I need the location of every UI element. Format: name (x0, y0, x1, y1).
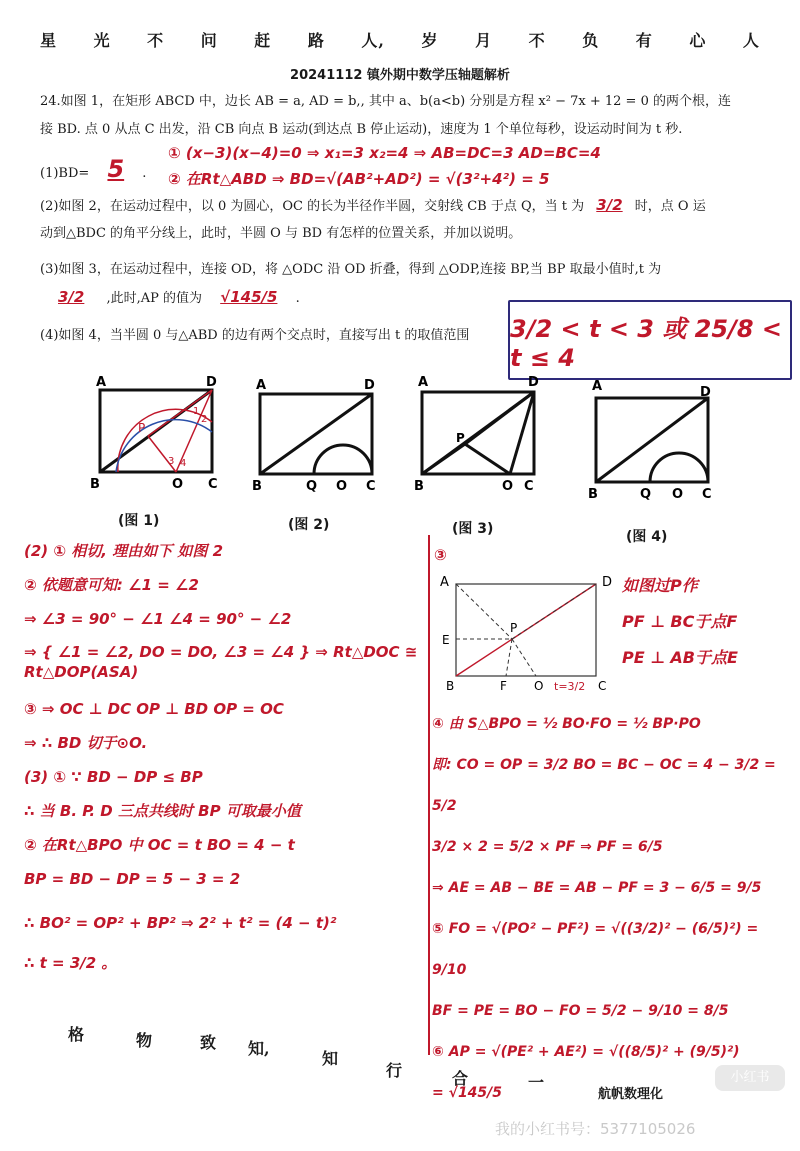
q1-work-2: ② 在Rt△ABD ⇒ BD=√(AB²+AD²) = √(3²+4²) = 5 (168, 170, 550, 188)
q1-tail: . (142, 166, 147, 181)
solution-line: ② 在Rt△BPO 中 OC = t BO = 4 − t (24, 836, 295, 854)
question-3-line-1: (3)如图 3，在运动过程中，连接 OD，将 △ODC 沿 OD 折叠，得到 △ODP,连接 BP,当 BP 取最小值时,t 为 (40, 262, 662, 277)
motto-char: 不 (147, 31, 165, 50)
motto-char: 问 (200, 31, 218, 50)
question-2-line-2: 动到△BDC 的角平分线上，此时，半圆 O 与 BD 有怎样的位置关系，并加以说明。 (40, 226, 522, 241)
solution-line: ③ ⇒ OC ⊥ DC OP ⊥ BD OP = OC (24, 700, 284, 718)
figure-2-caption: (图 2) (288, 517, 330, 533)
fig1-label-a: A (96, 375, 107, 390)
figure-4-caption: (图 4) (626, 529, 668, 545)
sol-fig-label-c: C (598, 679, 607, 693)
fig2-label-d: D (364, 378, 375, 393)
fig4-label-o: O (672, 487, 684, 502)
footer-motto-char: 行 (386, 1061, 403, 1080)
fig4-label-c: C (702, 487, 712, 502)
fig2-label-c: C (366, 479, 376, 492)
solution-line: BP = BD − DP = 5 − 3 = 2 (24, 870, 241, 888)
motto-char: 人 (742, 31, 760, 50)
solution-line: ⑤ FO = √(PO² − PF²) = √((3/2)² − (6/5)²) = 9/10 (432, 921, 759, 978)
problem-intro-1: 24.如图 1，在矩形 ABCD 中，边长 AB = a, AD = b,, 其中 a、b(a<b) 分别是方程 x² − 7x + 12 = 0 的两个根，连 (40, 94, 731, 109)
footer-motto-char: 知 (322, 1049, 339, 1068)
sol-fig-label-e: E (442, 633, 450, 647)
footer-motto-char: 格 (68, 1025, 85, 1044)
fig1-label-c: C (208, 477, 218, 492)
q4-answer: 3/2 < t < 3 或 25/8 < t ≤ 4 (510, 314, 783, 372)
solution-right (432, 704, 792, 1114)
solution-line: ∴ t = 3/2 。 (24, 954, 117, 972)
fig1-label-b: B (90, 477, 100, 492)
q2-text-a: (2)如图 2，在运动过程中，以 0 为圆心，OC 的长为半径作半圆，交射线 CB 于点 Q，当 t 为 (40, 199, 585, 214)
fig1-angle-3: 3 (168, 456, 175, 467)
question-2-line-1 (40, 192, 770, 220)
footer-motto-char: 致 (200, 1033, 217, 1052)
motto-char: 星 (40, 31, 58, 50)
fig3-label-b: B (414, 479, 424, 492)
fig4-label-b: B (588, 487, 598, 502)
motto-char: 月 (475, 31, 493, 50)
fig1-label-o: O (172, 477, 184, 492)
solution-line: ② 依题意可知: ∠1 = ∠2 (24, 576, 199, 594)
solution-line: ⑥ AP = √(PE² + AE²) = √((8/5)² + (9/5)²) (432, 1044, 740, 1060)
motto-char: 赶 (254, 31, 272, 50)
solution-line: (2) ① 相切, 理由如下 如图 2 (24, 542, 224, 560)
motto-char: 心 (689, 31, 707, 50)
fig3-label-d: D (528, 375, 539, 390)
fig2-label-o: O (336, 479, 348, 492)
watermark-badge: 小红书 (715, 1065, 785, 1091)
fig1-label-d: D (206, 375, 217, 390)
fig3-label-a: A (418, 375, 429, 390)
q3-tail: . (295, 291, 300, 306)
brand-name: 航帆数理化 (598, 1087, 664, 1102)
q1-answer: 5 (107, 155, 125, 183)
motto-char: 负 (582, 31, 600, 50)
figure-3 (410, 372, 545, 492)
motto-char: 不 (528, 31, 546, 50)
q3-t-answer: 3/2 (58, 288, 85, 306)
fig4-label-q: Q (640, 487, 652, 502)
page-title: 20241112 镇外期中数学压轴题解析 (290, 68, 510, 83)
fig3-label-o: O (502, 479, 514, 492)
figure-4 (584, 372, 719, 502)
solution-line: ④ 由 S△BPO = ½ BO·FO = ½ BP·PO (432, 716, 701, 732)
sol-fig-label-b: B (446, 679, 455, 693)
solution-line: 即: CO = OP = 3/2 BO = BC − OC = 4 − 3/2 = 5/2 (432, 757, 776, 814)
figure-2 (248, 372, 383, 492)
q1-work-1: ① (x−3)(x−4)=0 ⇒ x₁=3 x₂=4 ⇒ AB=DC=3 AD=BC=4 (168, 144, 601, 162)
sol-fig-label-d: D (602, 575, 613, 590)
sol-fig-label-a: A (440, 575, 449, 590)
q3-text-mid: ,此时,AP 的值为 (106, 291, 203, 306)
motto-char: 有 (635, 31, 653, 50)
motto-top (40, 28, 760, 51)
fig4-label-a: A (592, 379, 603, 394)
solution-line: BF = PE = BO − FO = 5/2 − 9/10 = 8/5 (432, 1003, 729, 1019)
part3-marker: ③ (434, 546, 447, 564)
solution-line: ⇒ AE = AB − BE = AB − PF = 3 − 6/5 = 9/5 (432, 880, 762, 896)
footer-motto-char: 知, (248, 1039, 270, 1058)
solution-note (622, 568, 738, 676)
solution-note-line: PF ⊥ BC于点F (622, 612, 738, 631)
q2-text-b: 时，点 O 运 (634, 199, 706, 214)
footer-motto-char: 物 (136, 1031, 153, 1050)
footer-motto-char: 合 (452, 1069, 469, 1088)
motto-char: 岁 (421, 31, 439, 50)
fig2-label-a: A (256, 378, 267, 393)
fig1-angle-1: 1 (193, 406, 200, 417)
sol-fig-label-t: t=3/2 (554, 680, 586, 693)
solution-note-line: 如图过P作 (622, 576, 698, 595)
fig3-label-p: P (456, 431, 465, 445)
fig3-label-c: C (524, 479, 534, 492)
sol-fig-label-o: O (534, 679, 544, 693)
problem-intro-2: 接 BD. 点 0 从点 C 出发，沿 CB 向点 B 运动(到达点 B 停止运动)，速度为 1 个单位每秒，设运动时间为 t 秒. (40, 122, 683, 137)
q3-ap-answer: √145/5 (220, 288, 278, 306)
figure-3-caption: (图 3) (452, 521, 494, 537)
figure-1 (88, 372, 228, 492)
solution-line: (3) ① ∵ BD − DP ≤ BP (24, 768, 203, 786)
fig2-label-b: B (252, 479, 262, 492)
solution-line: ⇒ ∴ BD 切于⊙O. (24, 734, 148, 752)
solution-figure (436, 566, 616, 696)
sol-fig-label-p: P (510, 621, 518, 635)
motto-char: 光 (93, 31, 111, 50)
watermark-text: 我的小红书号：5377105026 (495, 1120, 696, 1138)
footer-motto-char: 一 (528, 1073, 545, 1092)
q2-answer: 3/2 (596, 196, 623, 214)
solution-line: 3/2 × 2 = 5/2 × PF ⇒ PF = 6/5 (432, 839, 663, 855)
q4-answer-box (508, 300, 792, 380)
fig4-label-d: D (700, 385, 711, 400)
q1-label: (1)BD= (40, 166, 90, 181)
motto-char: 人, (361, 31, 385, 50)
solution-line: ∴ BO² = OP² + BP² ⇒ 2² + t² = (4 − t)² (24, 914, 337, 932)
solution-left (24, 534, 424, 980)
fig1-angle-2: 2 (201, 414, 208, 425)
question-4: (4)如图 4，当半圆 0 与△ABD 的边有两个交点时，直接写出 t 的取值范围 (40, 328, 470, 343)
solution-note-line: PE ⊥ AB于点E (622, 648, 738, 667)
solution-line: ⇒ ∠3 = 90° − ∠1 ∠4 = 90° − ∠2 (24, 610, 292, 628)
fig1-angle-4: 4 (180, 458, 187, 469)
fig2-label-q: Q (306, 479, 318, 492)
solution-line: ⇒ { ∠1 = ∠2, DO = DO, ∠3 = ∠4 } ⇒ Rt△DOC ≅ Rt△DOP(ASA) (24, 643, 418, 681)
column-divider (428, 535, 430, 1055)
fig1-label-p: P (138, 421, 146, 435)
solution-line: ∴ 当 B. P. D 三点共线时 BP 可取最小值 (24, 802, 301, 820)
solution-line: = √145/5 (432, 1085, 503, 1101)
motto-char: 路 (307, 31, 325, 50)
sol-fig-label-f: F (500, 679, 507, 693)
figure-1-caption: (图 1) (118, 513, 160, 529)
